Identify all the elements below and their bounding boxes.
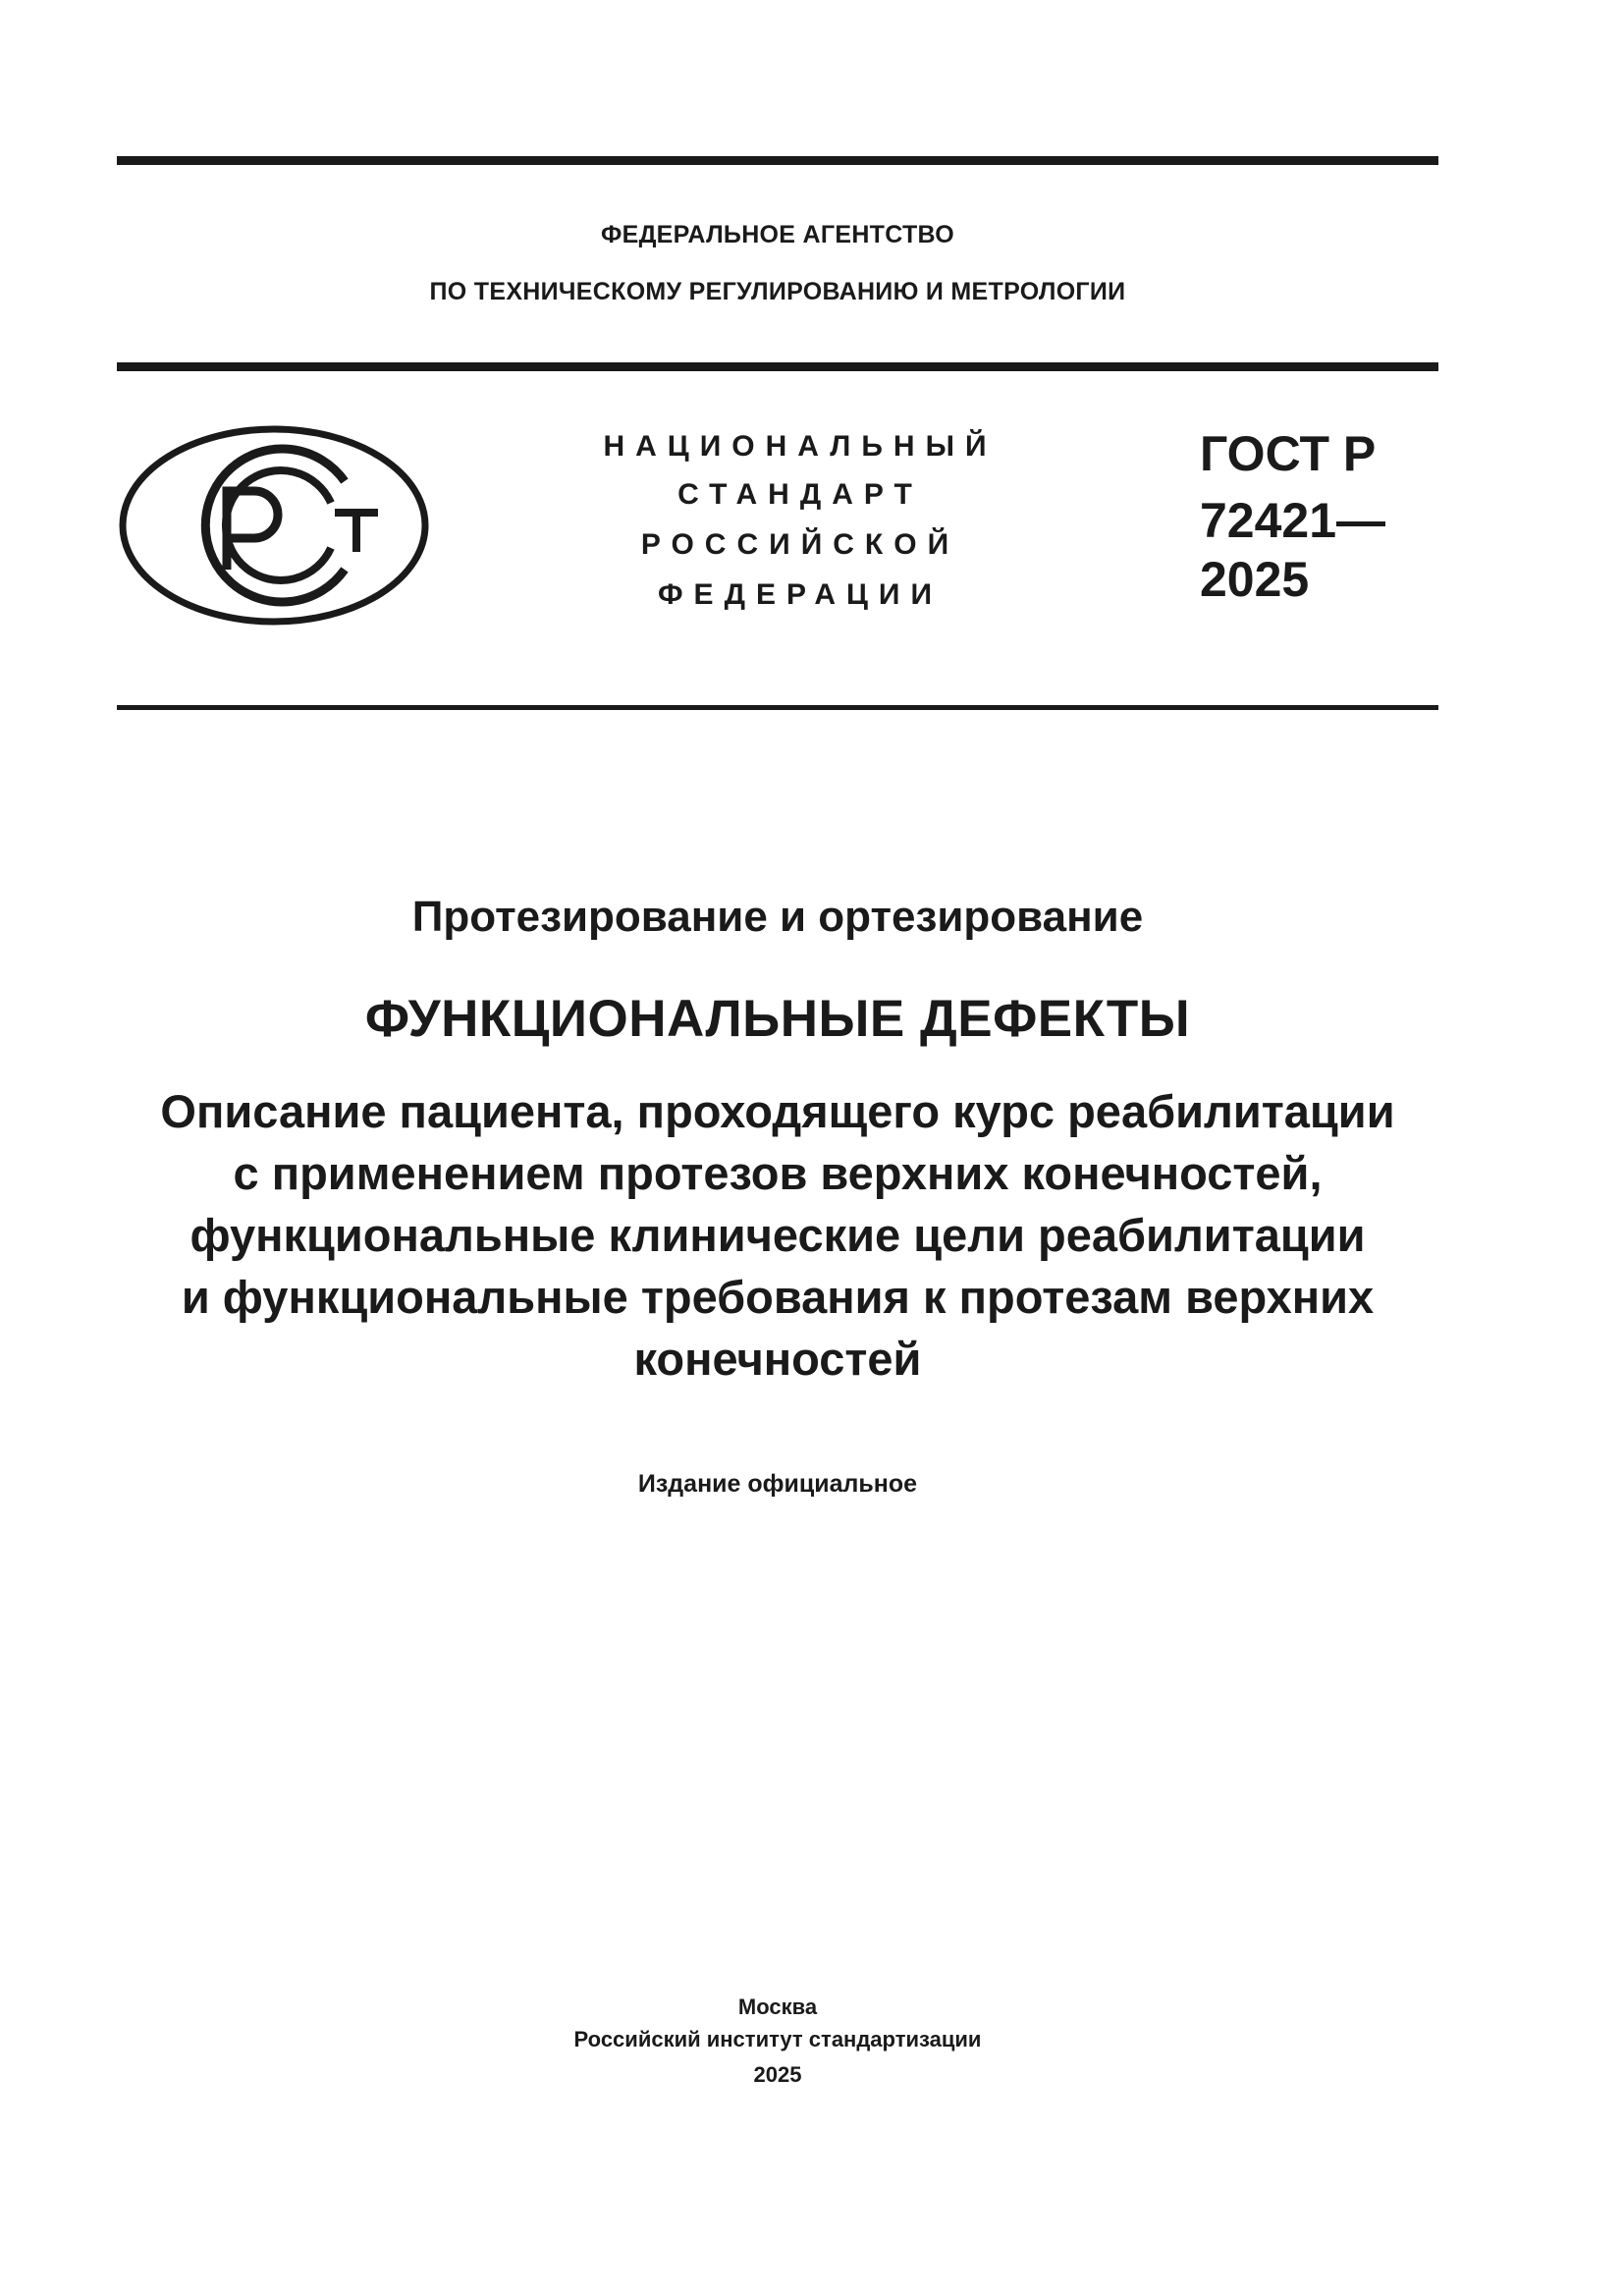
national-standard-line-3: РОССИЙСКОЙ: [640, 528, 960, 561]
middle-rule: [117, 362, 1438, 371]
designation-line-3: 2025: [1200, 552, 1310, 607]
publisher-name: Российский институт стандартизации: [573, 2027, 982, 2051]
rst-certification-logo-icon: [117, 422, 431, 629]
national-standard-line-2: СТАНДАРТ: [677, 478, 923, 511]
edition-label: Издание официальное: [637, 1470, 918, 1498]
bottom-rule: [117, 705, 1438, 710]
field-title: Протезирование и ортезирование: [411, 893, 1144, 941]
national-standard-line-4: ФЕДЕРАЦИИ: [657, 578, 944, 611]
top-rule: [117, 156, 1438, 165]
main-title: ФУНКЦИОНАЛЬНЫЕ ДЕФЕКТЫ: [364, 990, 1191, 1048]
publisher-year: 2025: [753, 2062, 802, 2087]
subtitle: [117, 1080, 1438, 1390]
subtitle-line: с применением протезов верхних конечностей,: [233, 1147, 1323, 1199]
subtitle-line: конечностей: [633, 1333, 922, 1385]
subtitle-line: Описание пациента, проходящего курс реабилитации: [160, 1085, 1395, 1137]
agency-line-1: ФЕДЕРАЛЬНОЕ АГЕНТСТВО: [600, 221, 955, 248]
designation-line-2: 72421—: [1200, 493, 1386, 548]
subtitle-line: и функциональные требования к протезам верхних: [181, 1271, 1375, 1323]
designation-line-1: ГОСТ Р: [1200, 426, 1377, 481]
agency-line-2: ПО ТЕХНИЧЕСКОМУ РЕГУЛИРОВАНИЮ И МЕТРОЛОГИИ: [429, 278, 1126, 305]
subtitle-line: функциональные клинические цели реабилитации: [189, 1209, 1366, 1261]
national-standard-line-1: НАЦИОНАЛЬНЫЙ: [603, 430, 998, 463]
publisher-city: Москва: [737, 1995, 818, 2019]
